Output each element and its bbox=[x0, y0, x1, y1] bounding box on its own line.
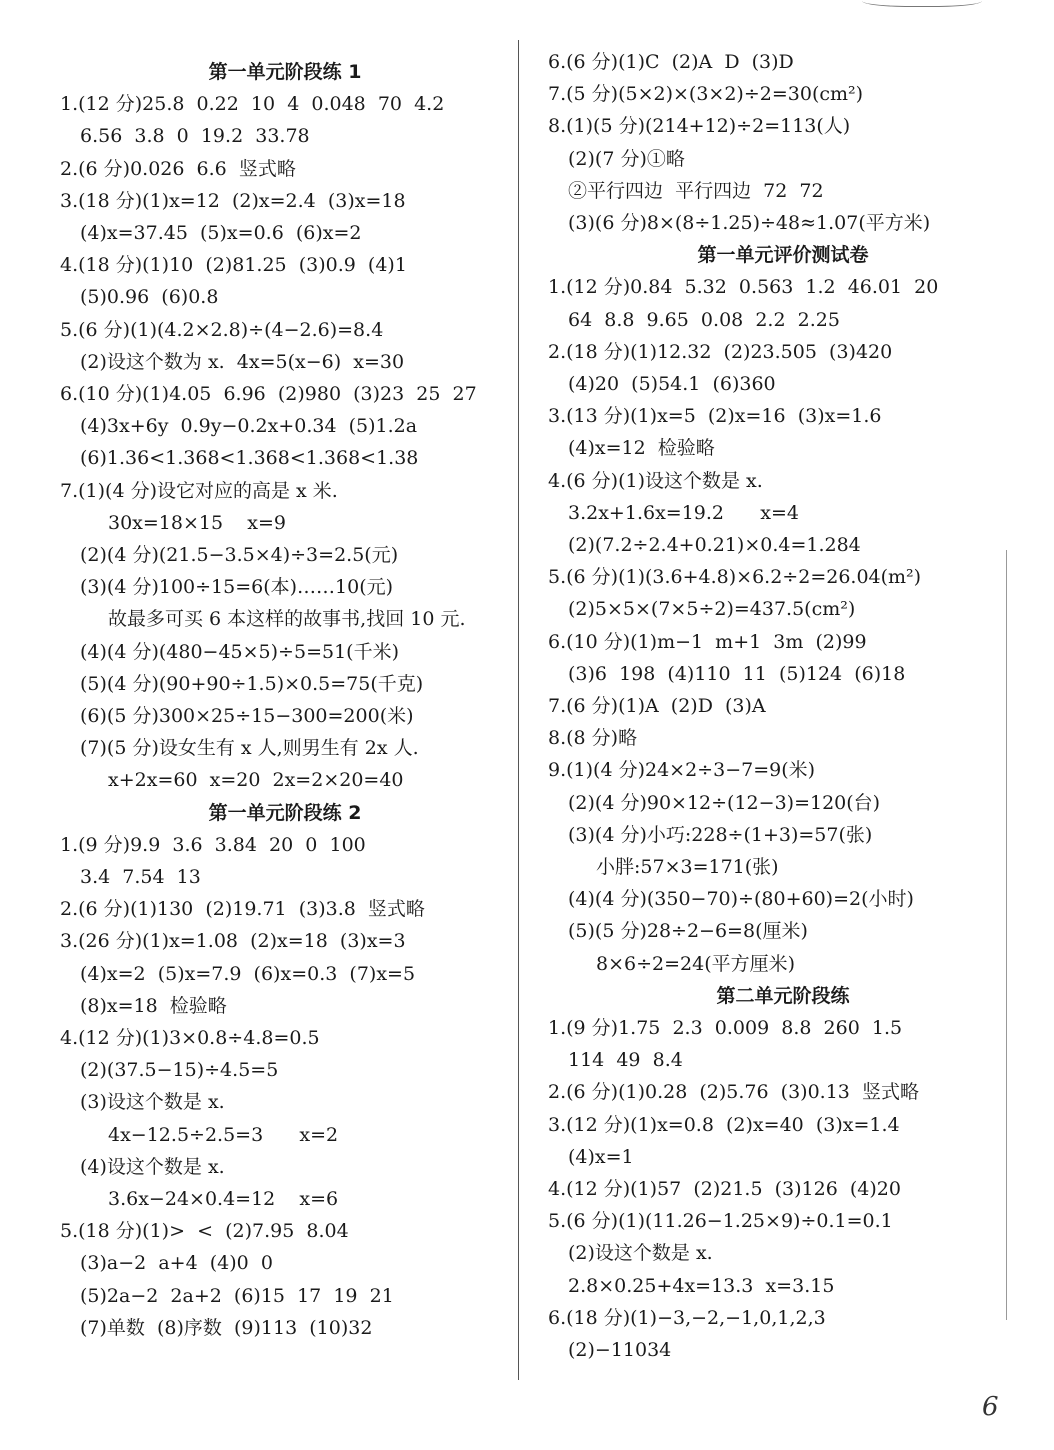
answer-line: (3)(4 分)小巧:228÷(1+3)=57(张) bbox=[568, 823, 873, 846]
column-divider bbox=[518, 40, 519, 1380]
answer-item: 3.(12 分)(1)x=0.8 (2)x=40 (3)x=1.4 bbox=[548, 1113, 900, 1136]
answer-line: 114 49 8.4 bbox=[568, 1049, 683, 1072]
answer-item: 6.(10 分)(1)4.05 6.96 (2)980 (3)23 25 27 bbox=[60, 383, 477, 405]
answer-line: (4)(4 分)(480−45×5)÷5=51(千米) bbox=[80, 640, 399, 663]
answer-line: (2)(4 分)90×12÷(12−3)=120(台) bbox=[568, 791, 881, 814]
answer-line: (5)(4 分)(90+90÷1.5)×0.5=75(千克) bbox=[80, 672, 424, 695]
answer-line: (6)1.36<1.368<1.368<1.368<1.38 bbox=[80, 447, 419, 470]
answer-line: (2)(4 分)(21.5−3.5×4)÷3=2.5(元) bbox=[80, 544, 399, 566]
answer-line: 2.8×0.25+4x=13.3 x=3.15 bbox=[568, 1274, 835, 1297]
answer-item: 3.(26 分)(1)x=1.08 (2)x=18 (3)x=3 bbox=[60, 930, 406, 953]
answer-item: 4.(12 分)(1)3×0.8÷4.8=0.5 bbox=[60, 1027, 320, 1049]
answer-item: 3.(18 分)(1)x=12 (2)x=2.4 (3)x=18 bbox=[60, 189, 406, 212]
answer-line: (4)20 (5)54.1 (6)360 bbox=[568, 373, 776, 395]
answer-item: 2.(18 分)(1)12.32 (2)23.505 (3)420 bbox=[548, 340, 893, 363]
answer-line: (8)x=18 检验略 bbox=[80, 994, 227, 1017]
answer-line: (4)3x+6y 0.9y−0.2x+0.34 (5)1.2a bbox=[80, 415, 418, 438]
answer-line: (3)(6 分)8×(8÷1.25)÷48≈1.07(平方米) bbox=[568, 212, 931, 234]
answer-item: 7.(5 分)(5×2)×(3×2)÷2=30(cm²) bbox=[548, 83, 864, 106]
answer-line: 3.6x−24×0.4=12 x=6 bbox=[108, 1188, 339, 1210]
answer-line: (3)6 198 (4)110 11 (5)124 (6)18 bbox=[568, 662, 906, 685]
answer-line: (5)(5 分)28÷2−6=8(厘米) bbox=[568, 920, 808, 943]
answer-item: 6.(10 分)(1)m−1 m+1 3m (2)99 bbox=[548, 630, 867, 653]
answer-item: 6.(6 分)(1)C (2)A D (3)D bbox=[548, 51, 794, 73]
answer-item: 5.(6 分)(1)(11.26−1.25×9)÷0.1=0.1 bbox=[548, 1210, 893, 1233]
answer-item: 7.(6 分)(1)A (2)D (3)A bbox=[548, 695, 766, 717]
answer-line: (7)单数 (8)序数 (9)113 (10)32 bbox=[80, 1316, 373, 1339]
answer-line: (4)x=1 bbox=[568, 1145, 634, 1168]
answer-item: 7.(1)(4 分)设它对应的高是 x 米. bbox=[60, 479, 338, 502]
answer-line: x+2x=60 x=20 2x=2×20=40 bbox=[108, 769, 404, 792]
answer-item: 2.(6 分)0.026 6.6 竖式略 bbox=[60, 157, 296, 180]
answer-line: 故最多可买 6 本这样的故事书,找回 10 元. bbox=[108, 608, 466, 631]
answer-item: 5.(18 分)(1)> < (2)7.95 8.04 bbox=[60, 1220, 349, 1243]
margin-line bbox=[1006, 550, 1007, 1320]
answer-item: 1.(9 分)1.75 2.3 0.009 8.8 260 1.5 bbox=[548, 1017, 903, 1039]
answer-line: 4x−12.5÷2.5=3 x=2 bbox=[108, 1123, 339, 1146]
answer-line: (2)(7 分)①略 bbox=[568, 147, 685, 170]
answer-line: (2)−11034 bbox=[568, 1339, 672, 1361]
section-heading: 第一单元阶段练 2 bbox=[208, 801, 362, 824]
answer-line: (2)设这个数是 x. bbox=[568, 1242, 713, 1265]
answer-line: (6)(5 分)300×25÷15−300=200(米) bbox=[80, 705, 414, 727]
answer-item: 9.(1)(4 分)24×2÷3−7=9(米) bbox=[548, 759, 816, 782]
answer-item: 4.(18 分)(1)10 (2)81.25 (3)0.9 (4)1 bbox=[60, 254, 407, 277]
answer-item: 1.(9 分)9.9 3.6 3.84 20 0 100 bbox=[60, 833, 366, 856]
answer-item: 1.(12 分)25.8 0.22 10 4 0.048 70 4.2 bbox=[60, 93, 445, 116]
answer-line: (3)设这个数是 x. bbox=[80, 1091, 225, 1114]
section-heading: 第一单元评价测试卷 bbox=[697, 244, 869, 267]
answer-line: (4)(4 分)(350−70)÷(80+60)=2(小时) bbox=[568, 888, 914, 911]
answer-line: 3.4 7.54 13 bbox=[80, 866, 201, 888]
answer-line: 64 8.8 9.65 0.08 2.2 2.25 bbox=[568, 308, 840, 331]
answer-item: 5.(6 分)(1)(3.6+4.8)×6.2÷2=26.04(m²) bbox=[548, 566, 922, 589]
answer-line: 3.2x+1.6x=19.2 x=4 bbox=[568, 501, 799, 524]
answer-line: 小胖:57×3=171(张) bbox=[596, 856, 779, 878]
answer-line: (4)x=37.45 (5)x=0.6 (6)x=2 bbox=[80, 222, 362, 244]
corner-mark bbox=[862, 0, 982, 7]
answer-line: (5)0.96 (6)0.8 bbox=[80, 286, 219, 309]
section-heading: 第一单元阶段练 1 bbox=[208, 61, 362, 83]
answer-line: (2)设这个数为 x. 4x=5(x−6) x=30 bbox=[80, 350, 405, 373]
section-heading: 第二单元阶段练 bbox=[716, 984, 850, 1007]
answer-line: 8×6÷2=24(平方厘米) bbox=[596, 952, 796, 975]
answer-item: 5.(6 分)(1)(4.2×2.8)÷(4−2.6)=8.4 bbox=[60, 318, 384, 341]
answer-line: (2)(37.5−15)÷4.5=5 bbox=[80, 1059, 279, 1082]
answer-item: 8.(1)(5 分)(214+12)÷2=113(人) bbox=[548, 115, 851, 138]
answer-item: 1.(12 分)0.84 5.32 0.563 1.2 46.01 20 bbox=[548, 276, 939, 299]
answer-line: (4)x=12 检验略 bbox=[568, 437, 715, 460]
answer-line: (3)a−2 a+4 (4)0 0 bbox=[80, 1252, 273, 1275]
answer-line: 6.56 3.8 0 19.2 33.78 bbox=[80, 125, 310, 148]
answer-line: (4)x=2 (5)x=7.9 (6)x=0.3 (7)x=5 bbox=[80, 962, 416, 985]
answer-item: 2.(6 分)(1)0.28 (2)5.76 (3)0.13 竖式略 bbox=[548, 1081, 919, 1104]
page-number: 6 bbox=[982, 1392, 999, 1422]
answer-line: ②平行四边 平行四边 72 72 bbox=[568, 179, 824, 202]
answer-line: 30x=18×15 x=9 bbox=[108, 511, 286, 534]
answer-line: (3)(4 分)100÷15=6(本)……10(元) bbox=[80, 576, 394, 599]
answer-item: 4.(12 分)(1)57 (2)21.5 (3)126 (4)20 bbox=[548, 1178, 901, 1200]
answer-item: 3.(13 分)(1)x=5 (2)x=16 (3)x=1.6 bbox=[548, 405, 882, 428]
answer-item: 4.(6 分)(1)设这个数是 x. bbox=[548, 469, 763, 492]
answer-line: (2)(7.2÷2.4+0.21)×0.4=1.284 bbox=[568, 534, 861, 556]
answer-item: 8.(8 分)略 bbox=[548, 727, 638, 750]
answer-item: 6.(18 分)(1)−3,−2,−1,0,1,2,3 bbox=[548, 1306, 826, 1329]
answer-line: (5)2a−2 2a+2 (6)15 17 19 21 bbox=[80, 1284, 394, 1307]
answer-item: 2.(6 分)(1)130 (2)19.71 (3)3.8 竖式略 bbox=[60, 898, 425, 921]
answer-line: (7)(5 分)设女生有 x 人,则男生有 2x 人. bbox=[80, 737, 419, 760]
answer-line: (4)设这个数是 x. bbox=[80, 1155, 225, 1178]
answer-line: (2)5×5×(7×5÷2)=437.5(cm²) bbox=[568, 598, 856, 621]
